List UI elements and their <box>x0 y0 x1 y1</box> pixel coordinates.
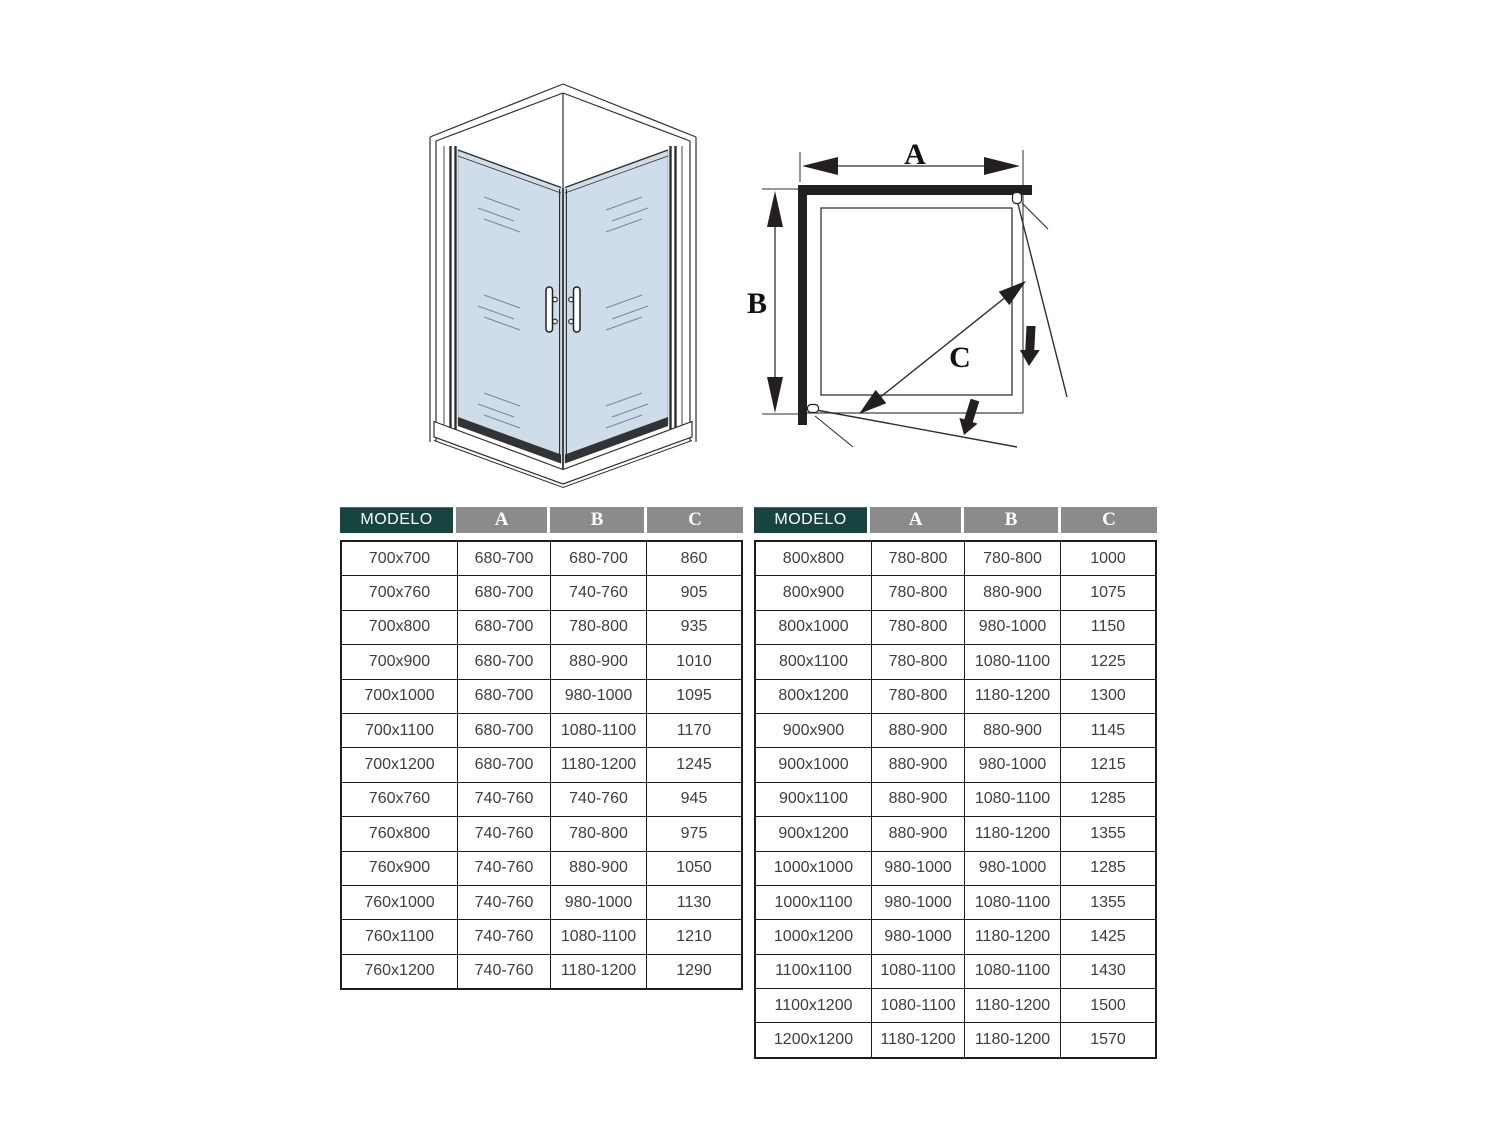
dim-c-cell: 1355 <box>1060 886 1155 919</box>
dim-a-cell: 980-1000 <box>871 886 964 919</box>
dim-b-cell: 1080-1100 <box>964 645 1060 678</box>
table-row <box>756 988 1155 1022</box>
dim-a-cell: 740-760 <box>457 783 550 816</box>
dim-c-cell: 1000 <box>1060 542 1155 575</box>
dim-c-cell: 1245 <box>646 748 741 781</box>
model-cell: 700x1200 <box>364 756 435 774</box>
model-cell: 700x900 <box>368 652 431 670</box>
dim-a-cell: 680-700 <box>457 576 550 609</box>
model-cell: 1000x1100 <box>774 893 853 911</box>
table-row <box>342 954 741 988</box>
dim-c-cell: 1425 <box>1060 920 1155 953</box>
model-cell: 800x900 <box>782 584 845 602</box>
dim-c-cell: 1095 <box>646 680 741 713</box>
dim-c-cell: 1145 <box>1060 714 1155 747</box>
table-row <box>756 1022 1155 1056</box>
table-row <box>756 782 1155 816</box>
header-cell-c: C <box>647 507 743 533</box>
dim-a-cell: 680-700 <box>457 714 550 747</box>
table-row <box>342 885 741 919</box>
table-row <box>756 610 1155 644</box>
model-cell: 1000x1000 <box>773 859 854 877</box>
dim-c-cell: 1170 <box>646 714 741 747</box>
dim-b-cell: 880-900 <box>550 852 646 885</box>
dim-b-cell: 1180-1200 <box>964 1023 1060 1056</box>
dim-b-cell: 1180-1200 <box>550 748 646 781</box>
dim-b-cell: 980-1000 <box>964 852 1060 885</box>
dim-b-cell: 880-900 <box>550 645 646 678</box>
wall-top <box>802 185 1032 195</box>
dim-c-cell: 860 <box>646 542 741 575</box>
dim-a-cell: 880-900 <box>871 748 964 781</box>
dim-c-cell: 1285 <box>1060 852 1155 885</box>
table-row <box>756 713 1155 747</box>
dim-a-cell: 780-800 <box>871 680 964 713</box>
dim-c-cell: 1225 <box>1060 645 1155 678</box>
model-cell: 900x1200 <box>778 824 849 842</box>
dim-c-cell: 945 <box>646 783 741 816</box>
dim-b-cell: 780-800 <box>550 817 646 850</box>
model-cell: 760x1100 <box>364 927 435 945</box>
dim-c-cell: 1050 <box>646 852 741 885</box>
table-row <box>756 679 1155 713</box>
dim-a-cell: 740-760 <box>457 886 550 919</box>
swing-arrow-bottom <box>959 399 979 435</box>
table-row <box>342 542 741 575</box>
dim-b-cell: 980-1000 <box>964 748 1060 781</box>
model-cell: 700x1100 <box>364 721 435 739</box>
dim-b-cell: 780-800 <box>964 542 1060 575</box>
dim-a-cell: 680-700 <box>457 542 550 575</box>
dimension-label-c: C <box>949 341 971 374</box>
model-cell: 700x700 <box>368 549 431 567</box>
dimension-a <box>800 138 1023 187</box>
pivot-hinge-top <box>1013 193 1022 204</box>
model-cell: 760x900 <box>368 859 431 877</box>
dim-b-cell: 980-1000 <box>964 611 1060 644</box>
table-row <box>342 575 741 609</box>
dim-b-cell: 1180-1200 <box>964 680 1060 713</box>
dim-a-cell: 680-700 <box>457 680 550 713</box>
dim-b-cell: 1080-1100 <box>964 783 1060 816</box>
dim-b-cell: 780-800 <box>550 611 646 644</box>
header-cell-a: A <box>870 507 964 533</box>
dim-a-cell: 740-760 <box>457 920 550 953</box>
dim-a-cell: 780-800 <box>871 542 964 575</box>
model-cell: 1100x1200 <box>774 996 853 1014</box>
table-row <box>756 885 1155 919</box>
dim-b-cell: 680-700 <box>550 542 646 575</box>
dim-a-cell: 980-1000 <box>871 852 964 885</box>
model-cell: 700x1000 <box>364 687 435 705</box>
table-row <box>342 919 741 953</box>
model-cell: 900x1100 <box>778 790 849 808</box>
model-cell: 900x900 <box>782 721 845 739</box>
dim-b-cell: 1080-1100 <box>550 714 646 747</box>
dim-a-cell: 1180-1200 <box>871 1023 964 1056</box>
model-cell: 760x1000 <box>364 893 435 911</box>
header-cell-model: MODELO <box>754 507 870 533</box>
table-header-row <box>754 507 1157 533</box>
table-row <box>756 851 1155 885</box>
dim-b-cell: 1180-1200 <box>964 817 1060 850</box>
dim-a-cell: 780-800 <box>871 576 964 609</box>
table-row <box>756 644 1155 678</box>
dim-c-cell: 1300 <box>1060 680 1155 713</box>
size-table-right <box>754 507 1157 1059</box>
model-cell: 800x800 <box>782 549 845 567</box>
header-cell-b: B <box>964 507 1061 533</box>
dim-c-cell: 1150 <box>1060 611 1155 644</box>
model-cell: 1100x1100 <box>775 962 852 980</box>
table-row <box>342 747 741 781</box>
dim-b-cell: 980-1000 <box>550 886 646 919</box>
dim-c-cell: 1215 <box>1060 748 1155 781</box>
table-row <box>756 816 1155 850</box>
door-frame-left <box>451 146 456 430</box>
header-cell-model: MODELO <box>340 507 456 533</box>
model-cell: 700x800 <box>368 618 431 636</box>
dim-b-cell: 1180-1200 <box>964 920 1060 953</box>
dim-c-cell: 1570 <box>1060 1023 1155 1056</box>
dim-a-cell: 740-760 <box>457 817 550 850</box>
dim-b-cell: 1180-1200 <box>550 955 646 988</box>
model-cell: 800x1200 <box>778 687 849 705</box>
model-cell: 800x1000 <box>778 618 849 636</box>
dim-c-cell: 975 <box>646 817 741 850</box>
table-row <box>756 575 1155 609</box>
table-row <box>756 919 1155 953</box>
model-cell: 760x1200 <box>364 962 435 980</box>
dim-a-cell: 1080-1100 <box>871 955 964 988</box>
dim-a-cell: 680-700 <box>457 645 550 678</box>
dim-a-cell: 680-700 <box>457 611 550 644</box>
header-cell-b: B <box>550 507 647 533</box>
enclosure-outline <box>807 195 1023 413</box>
size-table-left <box>340 507 743 990</box>
dim-c-cell: 1210 <box>646 920 741 953</box>
dim-a-cell: 780-800 <box>871 611 964 644</box>
dim-a-cell: 980-1000 <box>871 920 964 953</box>
table-row <box>342 644 741 678</box>
dim-a-cell: 740-760 <box>457 955 550 988</box>
dim-c-cell: 1130 <box>646 886 741 919</box>
model-cell: 760x800 <box>368 824 431 842</box>
table-row <box>342 610 741 644</box>
dimension-label-a: A <box>904 138 926 171</box>
table-body <box>340 540 743 990</box>
dim-b-cell: 740-760 <box>550 783 646 816</box>
dim-c-cell: 1500 <box>1060 989 1155 1022</box>
dim-c-cell: 1290 <box>646 955 741 988</box>
dim-b-cell: 1080-1100 <box>550 920 646 953</box>
shower-enclosure-illustration <box>400 70 730 490</box>
model-cell: 1200x1200 <box>773 1031 854 1049</box>
model-cell: 1000x1200 <box>773 927 854 945</box>
door-swing-right <box>1013 193 1068 398</box>
dim-a-cell: 1080-1100 <box>871 989 964 1022</box>
table-header-row <box>340 507 743 533</box>
dim-b-cell: 880-900 <box>964 714 1060 747</box>
table-row <box>756 747 1155 781</box>
dim-b-cell: 1080-1100 <box>964 955 1060 988</box>
dim-c-cell: 1075 <box>1060 576 1155 609</box>
dim-c-cell: 1285 <box>1060 783 1155 816</box>
header-cell-c: C <box>1061 507 1157 533</box>
dim-a-cell: 740-760 <box>457 852 550 885</box>
dimension-b <box>747 189 800 414</box>
door-frame-right <box>671 146 676 430</box>
dim-a-cell: 880-900 <box>871 714 964 747</box>
dim-b-cell: 1080-1100 <box>964 886 1060 919</box>
model-cell: 800x1100 <box>778 652 849 670</box>
dim-a-cell: 780-800 <box>871 645 964 678</box>
dim-c-cell: 905 <box>646 576 741 609</box>
table-row <box>342 679 741 713</box>
wall-left <box>798 185 807 425</box>
model-cell: 900x1000 <box>778 756 849 774</box>
model-cell: 760x760 <box>368 790 431 808</box>
dimension-plan-diagram <box>735 95 1105 485</box>
table-row <box>342 782 741 816</box>
model-cell: 700x760 <box>368 584 431 602</box>
pivot-hinge-bottom <box>808 405 819 413</box>
dim-a-cell: 880-900 <box>871 817 964 850</box>
dim-a-cell: 680-700 <box>457 748 550 781</box>
inner-glass-outline <box>821 208 1012 395</box>
dim-c-cell: 935 <box>646 611 741 644</box>
door-swing-bottom <box>808 399 1018 447</box>
table-row <box>342 851 741 885</box>
dim-c-cell: 1430 <box>1060 955 1155 988</box>
header-cell-a: A <box>456 507 550 533</box>
table-row <box>342 713 741 747</box>
dim-c-cell: 1355 <box>1060 817 1155 850</box>
table-row <box>342 816 741 850</box>
dimension-c <box>859 281 1026 414</box>
dimension-label-b: B <box>746 287 768 320</box>
dim-a-cell: 880-900 <box>871 783 964 816</box>
table-body <box>754 540 1157 1059</box>
dim-c-cell: 1010 <box>646 645 741 678</box>
dim-b-cell: 740-760 <box>550 576 646 609</box>
table-row <box>756 542 1155 575</box>
dim-b-cell: 1180-1200 <box>964 989 1060 1022</box>
dim-b-cell: 880-900 <box>964 576 1060 609</box>
dim-b-cell: 980-1000 <box>550 680 646 713</box>
table-row <box>756 954 1155 988</box>
